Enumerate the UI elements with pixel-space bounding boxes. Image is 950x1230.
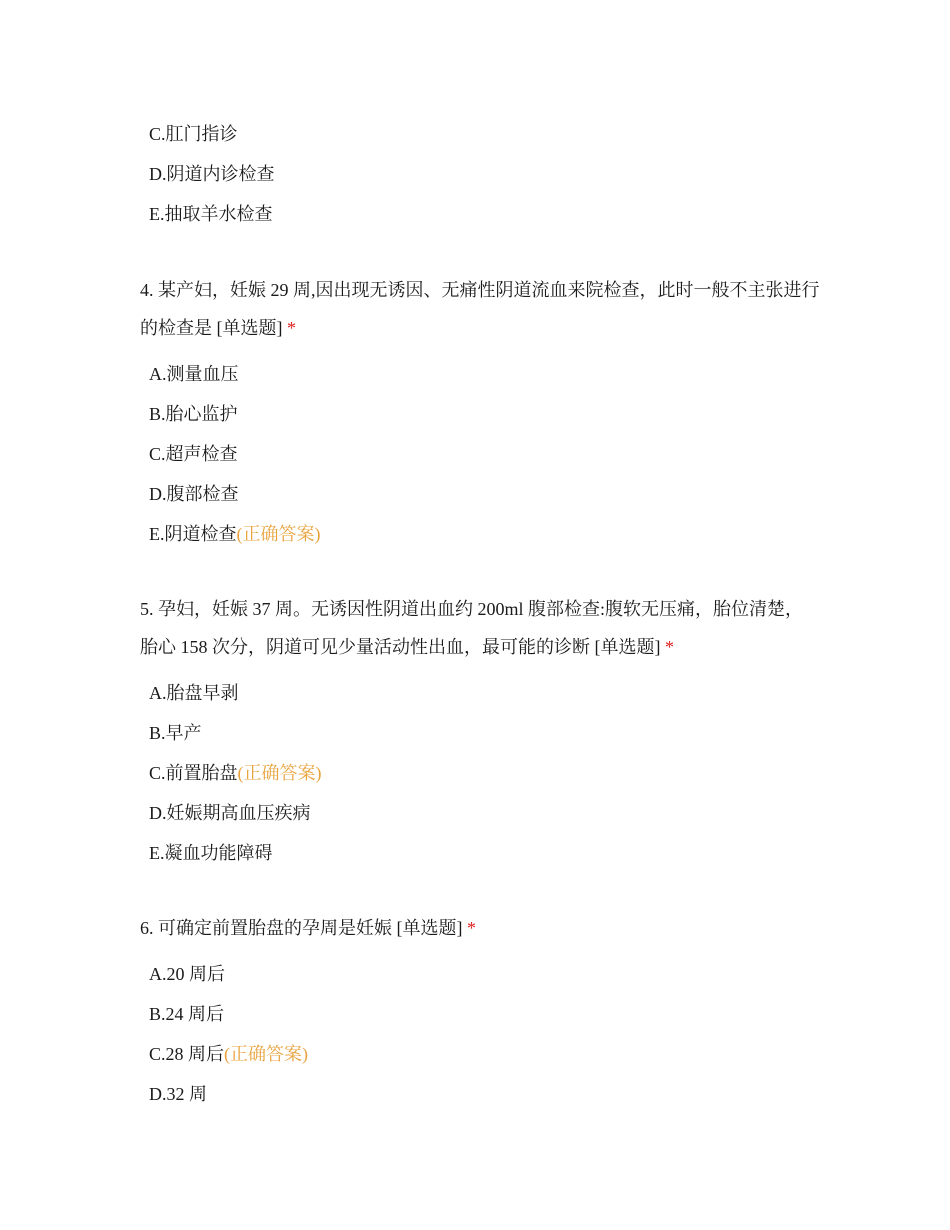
- question-6: [140, 909, 820, 1114]
- required-mark: *: [467, 918, 476, 938]
- option-label: D.妊娠期高血压疾病: [149, 803, 311, 823]
- option-label: E.凝血功能障碍: [149, 843, 273, 863]
- option-b[interactable]: [149, 394, 820, 434]
- option-b[interactable]: [149, 994, 820, 1034]
- option-d[interactable]: [149, 474, 820, 514]
- question-options: [149, 954, 820, 1114]
- option-c[interactable]: [149, 434, 820, 474]
- option-label: D.阴道内诊检查: [149, 164, 275, 184]
- option-label: A.测量血压: [149, 364, 239, 384]
- question-text: [140, 909, 820, 947]
- correct-answer-tag: (正确答案): [224, 1044, 309, 1064]
- option-d[interactable]: [149, 1074, 820, 1114]
- option-label: E.抽取羊水检查: [149, 204, 273, 224]
- option-e[interactable]: [149, 833, 820, 873]
- question-text: [140, 590, 820, 666]
- option-label: C.肛门指诊: [149, 124, 238, 144]
- option-label: D.32 周: [149, 1084, 207, 1104]
- question-stem: 6. 可确定前置胎盘的孕周是妊娠 [单选题]: [140, 918, 463, 938]
- required-mark: *: [287, 318, 296, 338]
- previous-question-options: [149, 114, 275, 234]
- option-label: A.胎盘早剥: [149, 683, 239, 703]
- required-mark: *: [665, 637, 674, 657]
- question-5: [140, 590, 820, 873]
- correct-answer-tag: (正确答案): [236, 524, 321, 544]
- option-d[interactable]: [149, 154, 275, 194]
- option-a[interactable]: [149, 673, 820, 713]
- option-label: B.早产: [149, 723, 202, 743]
- option-label: A.20 周后: [149, 964, 225, 984]
- option-e[interactable]: [149, 194, 275, 234]
- option-label: D.腹部检查: [149, 484, 239, 504]
- option-label: B.胎心监护: [149, 404, 238, 424]
- option-label: C.28 周后: [149, 1044, 225, 1064]
- option-label: E.阴道检查: [149, 524, 237, 544]
- option-label: C.前置胎盘: [149, 763, 238, 783]
- question-options: [149, 673, 820, 873]
- option-label: C.超声检查: [149, 444, 238, 464]
- option-d[interactable]: [149, 793, 820, 833]
- question-stem: 4. 某产妇，妊娠 29 周,因出现无诱因、无痛性阴道流血来院检查，此时一般不主张进行的检查是 [单选题]: [140, 280, 820, 338]
- option-label: B.24 周后: [149, 1004, 225, 1024]
- question-stem: 5. 孕妇，妊娠 37 周。无诱因性阴道出血约 200ml 腹部检查:腹软无压痛，胎位清楚，胎心 158 次分，阴道可见少量活动性出血，最可能的诊断 [单选题]: [140, 599, 803, 657]
- option-c[interactable]: [149, 753, 820, 793]
- option-a[interactable]: [149, 354, 820, 394]
- question-4: [140, 271, 820, 554]
- question-options: [149, 354, 820, 554]
- option-c[interactable]: [149, 1034, 820, 1074]
- option-a[interactable]: [149, 954, 820, 994]
- option-b[interactable]: [149, 713, 820, 753]
- option-c[interactable]: [149, 114, 275, 154]
- question-text: [140, 271, 820, 347]
- option-e[interactable]: [149, 514, 820, 554]
- correct-answer-tag: (正确答案): [237, 763, 322, 783]
